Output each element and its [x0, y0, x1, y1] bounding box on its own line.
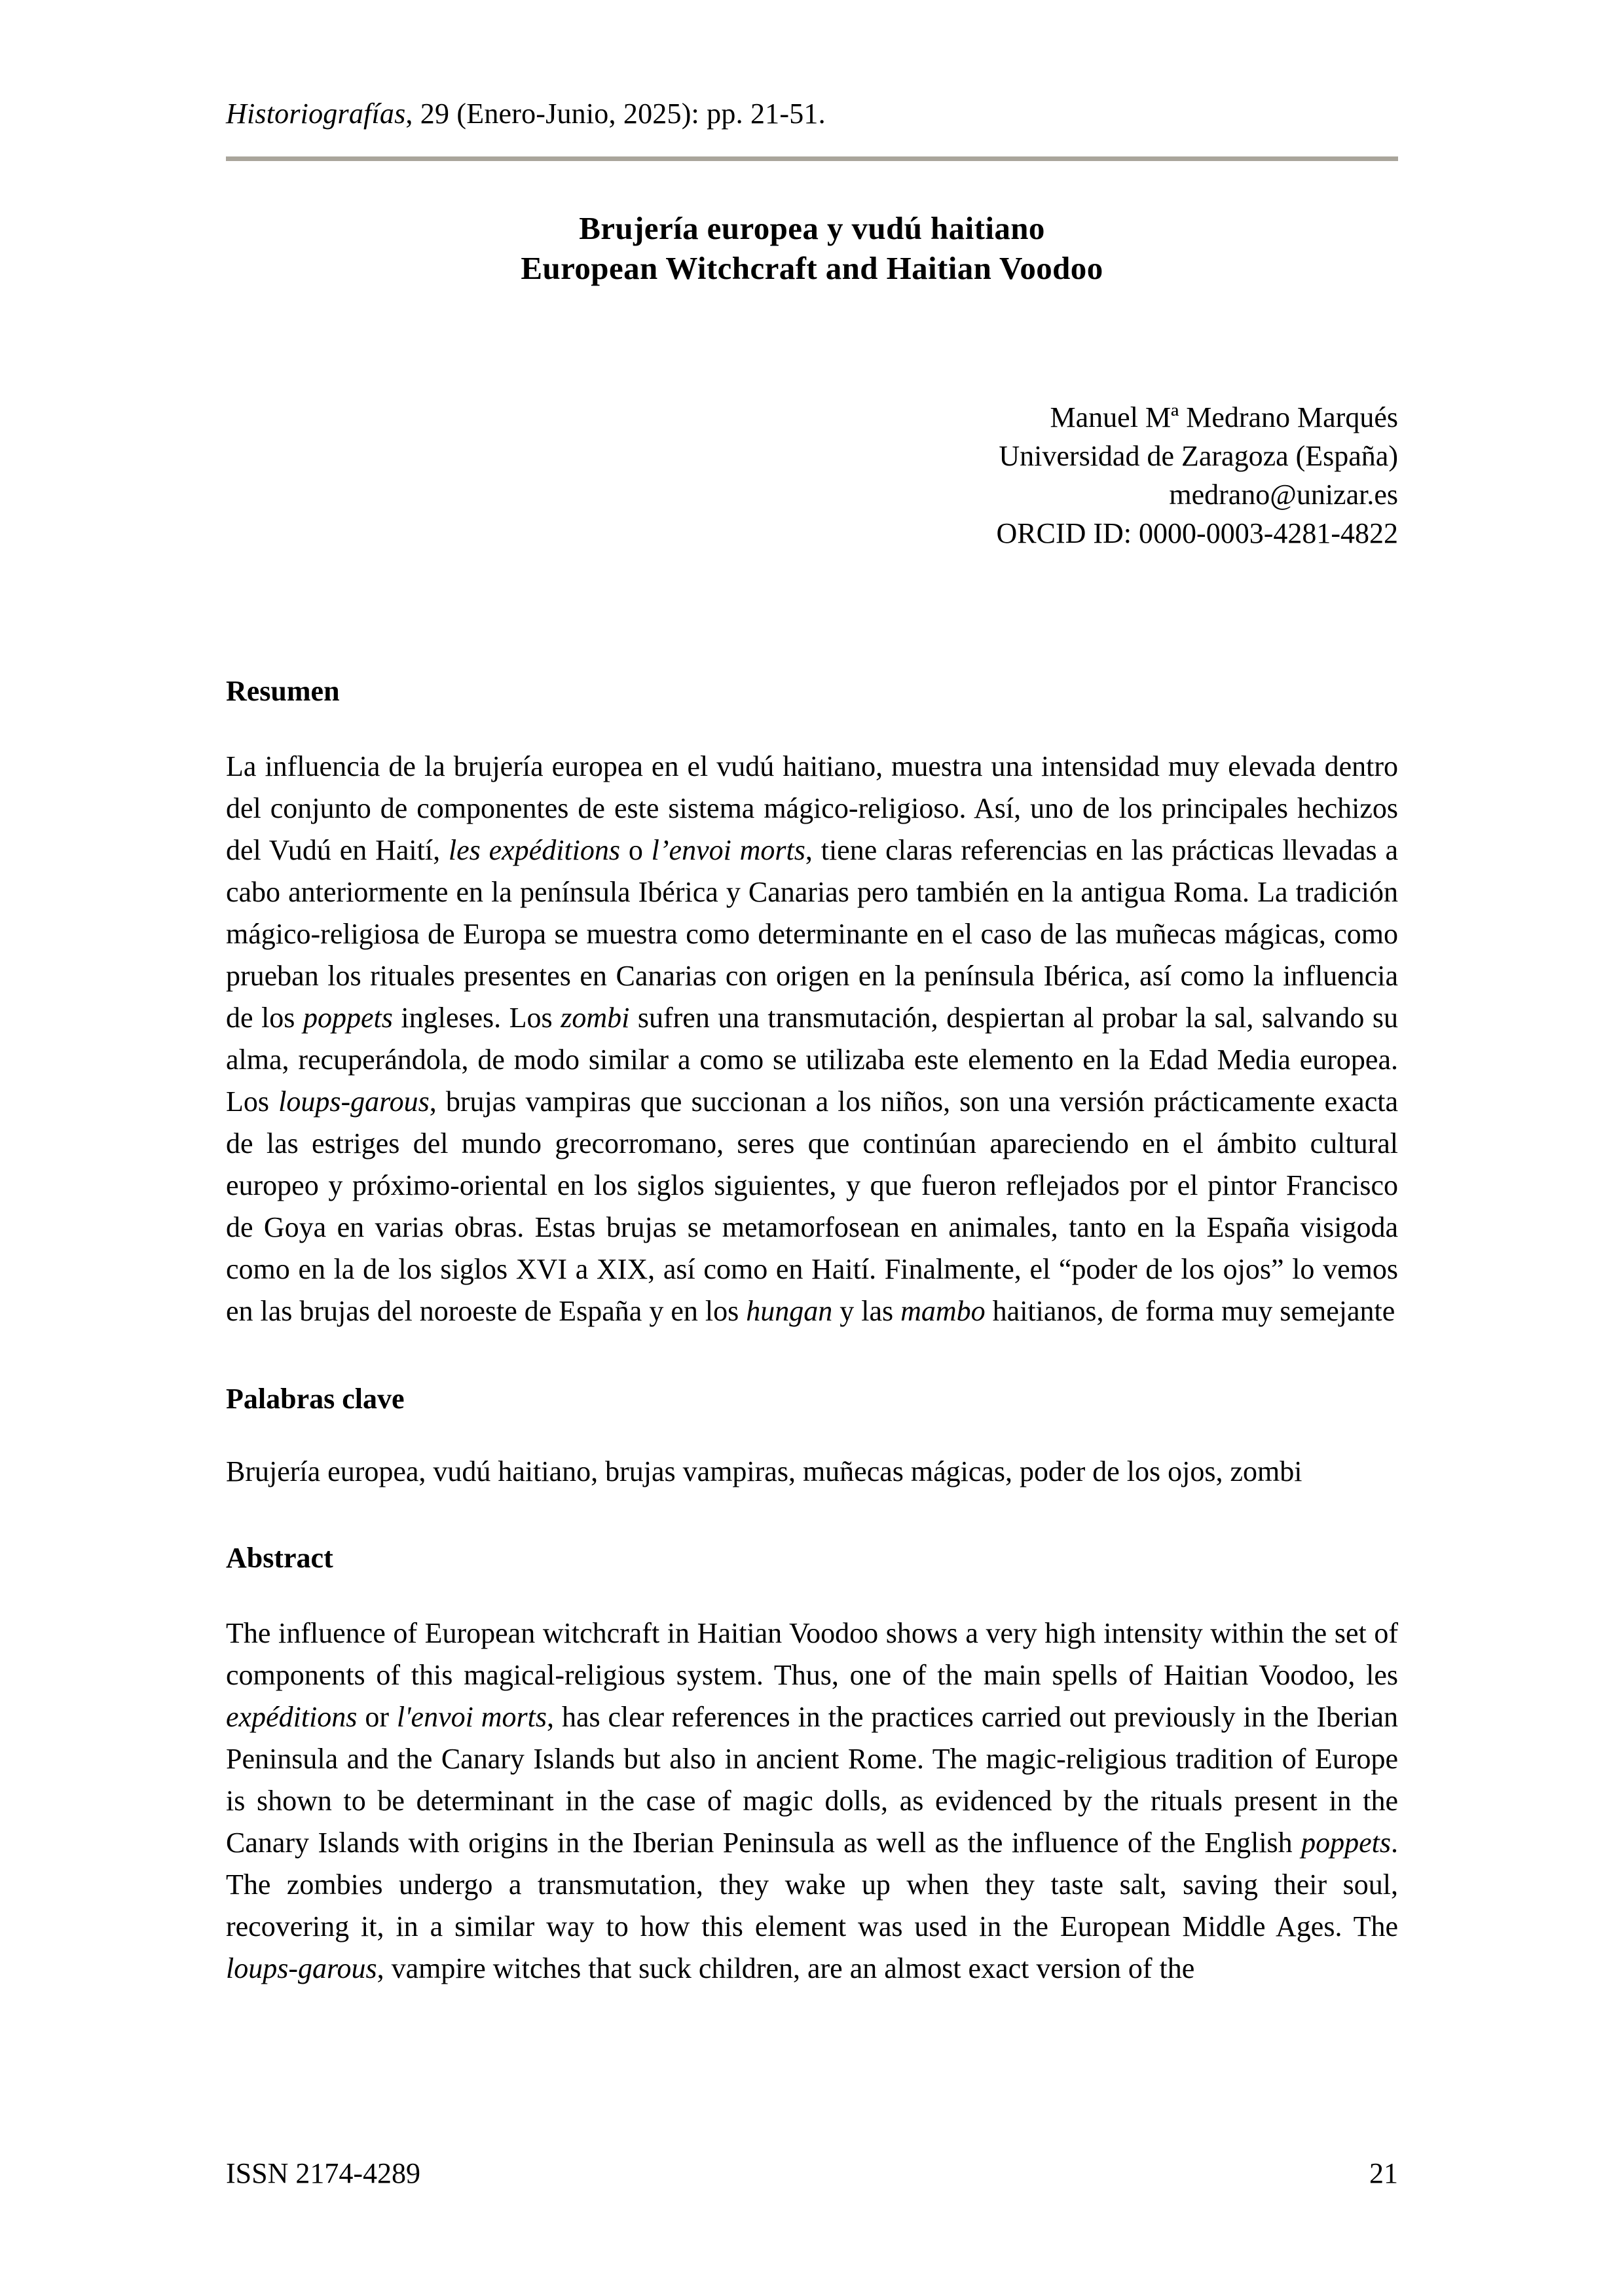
resumen-italic-loups-garous: loups-garous [278, 1085, 430, 1118]
resumen-run-1: La influencia de la brujería europea en el vudú haitiano, muestra una intensidad muy elevada dentro del conjunto de componentes de este sistema mágico-religioso. Así, uno de los principales hechizos del Vudú en Haití, [226, 750, 1398, 866]
resumen-run-2: o [620, 833, 652, 866]
abstract-english [226, 1613, 1398, 1990]
abstract-italic-loups-garous: loups-garous [226, 1952, 377, 1984]
abstract-run-2: or [357, 1700, 397, 1733]
abstract-italic-poppets: poppets [1301, 1826, 1391, 1859]
author-block [226, 399, 1398, 553]
resumen-italic-hungan: hungan [746, 1295, 833, 1328]
title-block [226, 208, 1398, 289]
resumen-italic-poppets: poppets [303, 1002, 393, 1034]
resumen-run-4: ingleses. Los [392, 1002, 561, 1034]
keywords-spanish: Brujería europea, vudú haitiano, brujas vampiras, muñecas mágicas, poder de los ojos, zombi [226, 1455, 1302, 1487]
page-footer [226, 2157, 1398, 2191]
resumen-run-5: sufren una transmutación, despiertan al probar la sal, salvando su alma, recuperándola, de modo similar a como se utilizaba este elemento en la Edad Media europea. Los [226, 1002, 1398, 1118]
section-heading-resumen: Resumen [226, 675, 340, 708]
page-title-spanish: Brujería europea y vudú haitiano [579, 210, 1045, 246]
running-head [226, 97, 1398, 132]
page-number: 21 [1369, 2157, 1398, 2190]
abstract-italic-expeditions: expéditions [226, 1700, 358, 1733]
page-title-english: European Witchcraft and Haitian Voodoo [521, 250, 1103, 287]
abstract-italic-envoi-morts: l'envoi morts [396, 1700, 547, 1733]
resumen-run-3: , tiene claras referencias en las prácticas llevadas a cabo anteriormente en la península Ibérica y Canarias pero también en la antigua Roma. La tradición mágico-religiosa de Europa se muestra como determinante en el caso de las muñecas mágicas, como prueban los rituales presentes en Canarias con origen en la península Ibérica, así como la influencia de los [226, 833, 1399, 1034]
resumen-italic-envoi-morts: l’envoi morts [651, 833, 805, 866]
author-name: Manuel Mª Medrano Marqués [1050, 401, 1398, 434]
resumen-italic-zombi: zombi [561, 1002, 630, 1034]
resumen-run-6: , brujas vampiras que succionan a los niños, son una versión prácticamente exacta de las estriges del mundo grecorromano, seres que continúan apareciendo en el ámbito cultural europeo y próximo-oriental en los siglos siguientes, y que fueron reflejados por el pintor Francisco de Goya en varias obras. Estas brujas se metamorfosean en animales, tanto en la España visigoda como en la de los siglos XVI a XIX, así como en Haití. Finalmente, el “poder de los ojos” lo vemos en las brujas del noroeste de España y en los [226, 1085, 1398, 1328]
header-rule [226, 156, 1398, 161]
running-head-issue: , 29 (Enero-Junio, 2025): pp. 21-51. [405, 98, 826, 130]
resumen-italic-mambo: mambo [900, 1295, 986, 1328]
section-heading-abstract: Abstract [226, 1541, 333, 1574]
section-heading-palabras-clave: Palabras clave [226, 1383, 405, 1415]
abstract-run-3: , has clear references in the practices carried out previously in the Iberian Peninsula and the Canary Islands but also in ancient Rome. The magic-religious tradition of Europe is shown to be determinant in the case of magic dolls, as evidenced by the rituals present in the Canary Islands with origins in the Iberian Peninsula as well as the influence of the English [226, 1700, 1399, 1859]
author-email[interactable]: medrano@unizar.es [1169, 479, 1398, 511]
abstract-run-1: The influence of European witchcraft in Haitian Voodoo shows a very high intensity within the set of components of this magical-religious system. Thus, one of the main spells of Haitian Voodoo, les [226, 1616, 1398, 1691]
author-affiliation: Universidad de Zaragoza (España) [999, 440, 1398, 473]
issn-label: ISSN 2174-4289 [226, 2157, 421, 2190]
abstract-run-4: . The zombies undergo a transmutation, they wake up when they taste salt, saving their soul, recovering it, in a similar way to how this element was used in the European Middle Ages. The [226, 1826, 1398, 1942]
resumen-run-7: y las [832, 1295, 901, 1328]
author-orcid[interactable]: ORCID ID: 0000-0003-4281-4822 [996, 517, 1398, 550]
resumen-italic-expeditions: les expéditions [448, 833, 621, 866]
journal-title: Historiografías [226, 98, 406, 130]
abstract-spanish [226, 746, 1398, 1332]
resumen-run-8: haitianos, de forma muy semejante [985, 1295, 1395, 1328]
abstract-run-5: , vampire witches that suck children, are an almost exact version of the [377, 1952, 1195, 1984]
